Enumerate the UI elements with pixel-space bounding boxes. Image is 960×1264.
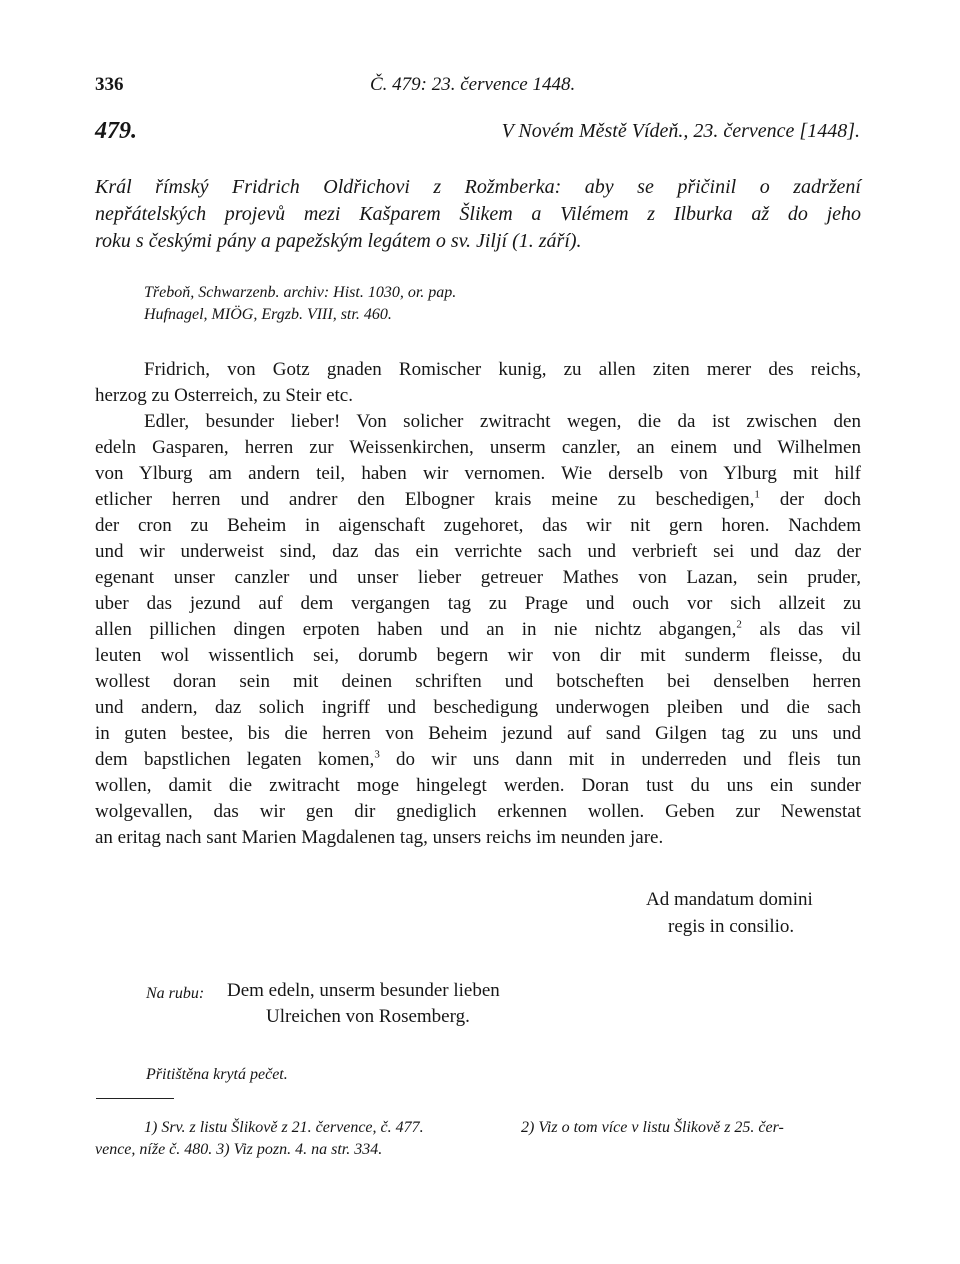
body-text: etlicher herren und andrer den Elbogner krais meine zu beschedigen, xyxy=(95,489,755,510)
footnote-1: 1) Srv. z listu Šlikově z 21. července, č. 477. xyxy=(144,1119,424,1136)
body-text: der doch xyxy=(759,489,861,510)
body-line: von Ylburg am andern teil, haben wir vernomen. Wie derselb von Ylburg mit hilf xyxy=(95,463,861,484)
body-text: allen pillichen dingen erpoten haben und an in nie nichtz abgangen, xyxy=(95,619,737,640)
body-line xyxy=(95,749,861,771)
body-line xyxy=(95,489,861,511)
body-line: uber das jezund auf dem vergangen tag zu Prage und ouch vor sich allzeit zu xyxy=(95,593,861,614)
body-line: egenant unser canzler und unser lieber getreuer Mathes von Lazan, sein pruder, xyxy=(95,567,861,588)
footnote-2: 2) Viz o tom více v listu Šlikově z 25. čer- xyxy=(521,1119,784,1136)
body-text: dem bapstlichen legaten komen, xyxy=(95,749,375,770)
regest-line-1: Král římský Fridrich Oldřichovi z Rožmberka: aby se přičinil o zadržení xyxy=(95,176,861,198)
source-archive: Třeboň, Schwarzenb. archiv: Hist. 1030, or. pap. xyxy=(144,284,457,301)
body-line: Fridrich, von Gotz gnaden Romischer kunig, zu allen ziten merer des reichs, xyxy=(144,359,861,380)
page-number: 336 xyxy=(95,74,124,95)
source-edition: Hufnagel, MIÖG, Ergzb. VIII, str. 460. xyxy=(144,306,392,323)
footnote-ref-1: 1 xyxy=(754,488,760,501)
mandate-line-1: Ad mandatum domini xyxy=(646,889,813,910)
body-line: edeln Gasparen, herren zur Weissenkirchen, unserm canzler, an einem und Wilhelmen xyxy=(95,437,861,458)
endorsement-line-2: Ulreichen von Rosemberg. xyxy=(266,1006,470,1027)
footnote-continuation: vence, níže č. 480. 3) Viz pozn. 4. na str. 334. xyxy=(95,1141,383,1158)
endorsement-label: Na rubu: xyxy=(146,985,205,1002)
endorsement-line-1: Dem edeln, unserm besunder lieben xyxy=(227,980,500,1001)
body-text: do wir uns dann mit in underreden und fleis tun xyxy=(379,749,862,770)
body-line: herzog zu Osterreich, zu Steir etc. xyxy=(95,385,353,406)
regest-line-2: nepřátelských projevů mezi Kašparem Šlikem a Vilémem z Ilburka až do jeho xyxy=(95,203,861,225)
body-line: der cron zu Beheim in aigenschaft zugehoret, das wir nit gern horen. Nachdem xyxy=(95,515,861,536)
running-title: Č. 479: 23. července 1448. xyxy=(370,74,576,95)
body-line: und wir underweist sind, daz das ein verrichte sach und verbrieft sei und daz der xyxy=(95,541,861,562)
document-number: 479. xyxy=(95,118,137,144)
body-line: an eritag nach sant Marien Magdalenen tag, unsers reichs im neunden jare. xyxy=(95,827,664,848)
body-line: leuten wol wissentlich sei, dorumb begern wir von dir mit sunderm fleisse, du xyxy=(95,645,861,666)
mandate-line-2: regis in consilio. xyxy=(668,916,795,937)
body-line: in guten bestee, bis die herren von Beheim jezund auf sand Gilgen tag zu uns und xyxy=(95,723,861,744)
seal-note: Přitištěna krytá pečet. xyxy=(146,1066,288,1083)
body-line xyxy=(95,619,861,641)
body-line: und andern, daz solich ingriff und beschedigung underwogen pleiben und die sach xyxy=(95,697,861,718)
body-line: wollen, damit die zwitracht moge hingelegt werden. Doran tust du uns ein sunder xyxy=(95,775,861,796)
body-text: als das vil xyxy=(741,619,861,640)
footnote-divider xyxy=(96,1098,174,1099)
place-date: V Novém Městě Vídeň., 23. července [1448]. xyxy=(501,120,860,142)
footnote-ref-3: 3 xyxy=(374,748,380,761)
regest-line-3: roku s českými pány a papežským legátem o sv. Jiljí (1. září). xyxy=(95,230,582,252)
body-line: wolgevallen, das wir gen dir gnediglich erkennen wollen. Geben zur Newenstat xyxy=(95,801,861,822)
body-line: Edler, besunder lieber! Von solicher zwitracht wegen, die da ist zwischen den xyxy=(144,411,861,432)
body-line: wollest doran sein mit deinen schriften und botscheften bei denselben herren xyxy=(95,671,861,692)
footnote-ref-2: 2 xyxy=(736,618,742,631)
